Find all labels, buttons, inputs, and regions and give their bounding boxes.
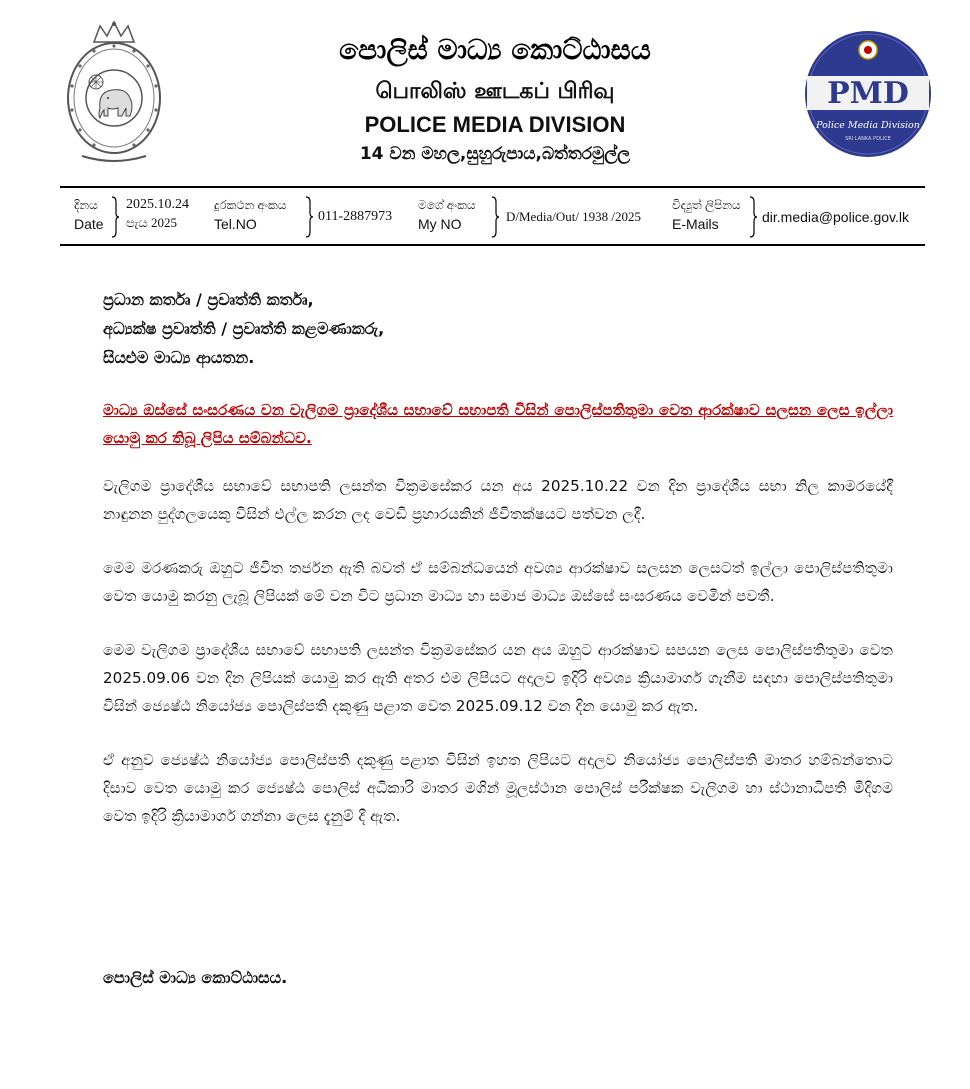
- body-paragraph: ඒ අනුව ජ්‍යෙෂ්ඨ නියෝජ්‍ය පොලිස්පති දකුණු පළාත විසින් ඉහත ලිපියට අදාලව නියෝජ්‍ය පොලිස්පති මාතර හම්බන්තොට දිසාව වෙත යොමු කර ජ්‍යෙෂ්ඨ පොලිස් අධිකාරි මාතර මගින් මූලස්ථාන පොලිස් පරීක්ෂක වැලිගම හා ස්ථානාධිපති මිදිගම වෙත ඉදිරි ක්‍රියාමාර්ග ගන්නා ලෙස දැනුම් දී ඇත.: [103, 751, 893, 825]
- office-address: 14 වන මහල,සුහුරුපාය,බත්තරමුල්ල: [359, 144, 631, 164]
- pmd-logo-subtext: Police Media Division: [816, 120, 920, 131]
- pmd-logo-country: SRI LANKA POLICE: [845, 136, 891, 142]
- date-value: 2025.10.24 පැය 2025: [126, 197, 189, 230]
- email-label: විද්‍යුත් ලිපිනය E-Mails: [672, 198, 741, 232]
- signoff: පොලිස් මාධ්‍ය කොට්ඨාසය.: [103, 968, 288, 987]
- reference-info-bar: [60, 186, 925, 246]
- recipient-line: සියළුම මාධ්‍ය ආයතන.: [103, 348, 255, 367]
- myno-label: මගේ අංකය My NO: [418, 198, 476, 232]
- myno-value: D/Media/Out/ 1938 /2025: [506, 209, 642, 224]
- brace-icon: [490, 196, 500, 238]
- letter-body: [103, 285, 893, 830]
- recipient-line: ප්‍රධාන කර්තෘ / ප්‍රවෘත්ති කර්තෘ,: [103, 290, 314, 309]
- recipients-block: [103, 285, 893, 372]
- brace-icon: [748, 196, 758, 238]
- body-paragraph: මෙම මරණකරු ඔහුට ජීවිත තර්ජන ඇති බවත් ඒ සම්බන්ධයෙන් අවශ්‍ය ආරක්ෂාව සලසන ලෙසටත් ඉල්ලා පොලිස්පතිතුමා වෙත යොමු කරනු ලැබූ ලිපියක් මේ වන විට ප්‍රධාන මාධ්‍ය හා සමාජ මාධ්‍ය ඔස්සේ සංසරණය වෙමින් පවතී.: [103, 559, 893, 605]
- brace-icon: [110, 196, 120, 238]
- tel-value: 011-2887973: [318, 209, 393, 224]
- letterhead: [0, 0, 970, 185]
- title-english: POLICE MEDIA DIVISION: [364, 112, 626, 137]
- date-label: දිනය Date: [74, 198, 104, 232]
- pmd-logo: [803, 28, 933, 160]
- email-value[interactable]: dir.media@police.gov.lk: [762, 209, 910, 225]
- pmd-logo-text: PMD: [827, 76, 909, 111]
- title-tamil: பொலிஸ் ஊடகப் பிரிவு: [375, 79, 615, 104]
- recipient-line: අධ්‍යක්ෂ ප්‍රවෘත්ති / ප්‍රවෘත්ති කළමණාකරු,: [103, 319, 385, 338]
- brace-icon: [304, 196, 314, 238]
- title-sinhala: පොලිස් මාධ්‍ය කොට්ඨාසය: [339, 33, 651, 66]
- letter-subject: මාධ්‍ය ඔස්සේ සංසරණය වන වැලිගම ප්‍රාදේශීය සභාවේ සභාපති විසින් පොලිස්පතිතුමා වෙත ආරක්ෂාව සලසන ලෙස ඉල්ලා යොමු කර තිබූ ලිපිය සම්බන්ධව.: [103, 401, 893, 447]
- body-paragraph: වැලිගම ප්‍රාදේශීය සභාවේ සභාපති ලසන්ත වික්‍රමසේකර යන අය 2025.10.22 වන දින ප්‍රාදේශීය සභා නිල කාමරයේදී නාඳුනන පුද්ගලයෙකු විසින් එල්ල කරන ලද වෙඩි ප්‍රහාරයකින් ජීවිතක්ෂයට පත්වන ලදී.: [103, 477, 893, 523]
- police-crest-icon: [64, 20, 164, 168]
- tel-label: දුරකථන අංකය Tel.NO: [214, 198, 287, 232]
- body-paragraph: මෙම වැලිගම ප්‍රාදේශීය සභාවේ සභාපති ලසන්ත වික්‍රමසේකර යන අය ඔහුට ආරක්ෂාව සපයන ලෙස පොලිස්පතිතුමා වෙත 2025.09.06 වන දින ලිපියක් යොමු කර ඇති අතර එම ලිපියට අදාලව ඉදිරි අවශ්‍ය ක්‍රියාමාර්ග ගැනීම සඳහා පොලිස්පතිතුමා විසින් ජ්‍යෙෂ්ඨ නියෝජ්‍ය පොලිස්පති දකුණු පළාත වෙත 2025.09.12 වන දින යොමු කර ඇත.: [103, 641, 893, 715]
